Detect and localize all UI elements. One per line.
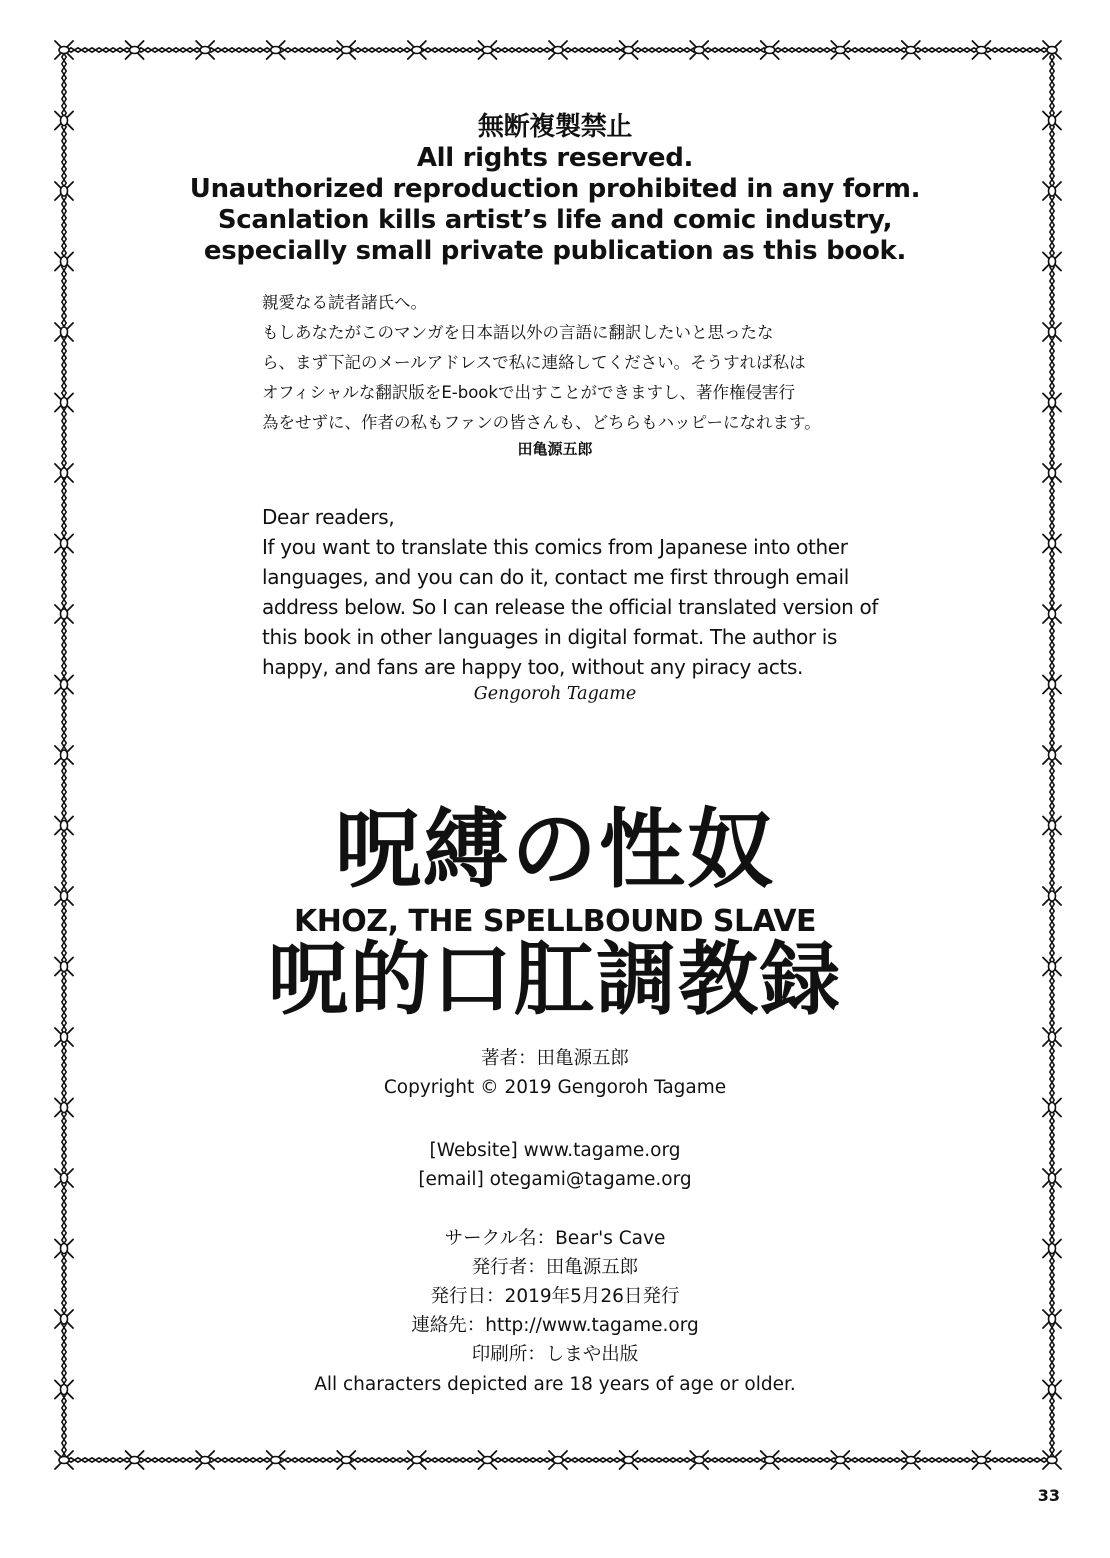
notice-line: Scanlation kills artist’s life and comic industry, — [217, 205, 893, 235]
website-link[interactable]: [Website] www.tagame.org — [429, 1140, 681, 1161]
barb — [761, 1451, 779, 1469]
age-notice: All characters depicted are 18 years of age or older. — [314, 1374, 796, 1395]
en-message-line: this book in other languages in digital format. The author is — [262, 625, 838, 649]
japanese-message — [262, 288, 862, 438]
barb — [761, 41, 779, 59]
barb — [831, 1451, 849, 1469]
jp-message-line: もしあなたがこのマンガを日本語以外の言語に翻訳したいと思ったな — [262, 323, 774, 342]
page-number: 33 — [1037, 1486, 1060, 1505]
barb — [902, 1451, 920, 1469]
english-message — [262, 502, 879, 682]
barb — [196, 1451, 214, 1469]
printer: 印刷所：しまや出版 — [471, 1344, 639, 1365]
jp-signature: 田亀源五郎 — [517, 440, 593, 458]
book-title-japanese: 呪縛の性奴 — [335, 800, 775, 900]
notice-line: especially small private publication as this book. — [203, 236, 907, 266]
credits — [0, 1044, 1110, 1102]
barb — [196, 41, 214, 59]
contact-url[interactable]: 連絡先：http://www.tagame.org — [411, 1315, 699, 1336]
jp-message-line: 為をせずに、作者の私もファンの皆さんも、どちらもハッピーになれます。 — [262, 413, 821, 432]
barb — [831, 41, 849, 59]
jp-message-line: 親愛なる読者諸氏へ。 — [262, 293, 427, 312]
copyright-notice — [0, 112, 1110, 267]
notice-line: All rights reserved. — [416, 143, 694, 173]
barb — [126, 41, 144, 59]
jp-message-line: ら、まず下記のメールアドレスで私に連絡してください。そうすれば私は — [262, 353, 806, 372]
barb — [972, 41, 990, 59]
author-credit: 著者：田亀源五郎 — [480, 1048, 629, 1069]
en-message-line: If you want to translate this comics from Japanese into other — [262, 535, 848, 559]
barb — [126, 1451, 144, 1469]
en-message-line: languages, and you can do it, contact me first through email — [262, 565, 849, 589]
en-message-line: happy, and fans are happy too, without any piracy acts. — [262, 655, 804, 679]
notice-line: 無断複製禁止 — [477, 112, 633, 142]
publication-date: 発行日：2019年5月26日発行 — [430, 1286, 680, 1307]
publication-info — [0, 1224, 1110, 1369]
copyright-line: Copyright © 2019 Gengoroh Tagame — [383, 1077, 727, 1098]
barb — [972, 1451, 990, 1469]
en-message-line: address below. So I can release the official translated version of — [262, 595, 879, 619]
contact-links — [0, 1136, 1110, 1194]
en-message-line: Dear readers, — [262, 505, 395, 529]
barb — [902, 41, 920, 59]
publisher: 発行者：田亀源五郎 — [471, 1257, 639, 1278]
book-subtitle-japanese: 呪的口肛調教録 — [268, 933, 842, 1026]
notice-line: Unauthorized reproduction prohibited in any form. — [189, 174, 921, 204]
barb — [55, 41, 73, 59]
jp-message-line: オフィシャルな翻訳版をE-bookで出すことができますし、著作権侵害行 — [262, 383, 795, 402]
circle-name: サークル名：Bear's Cave — [444, 1228, 666, 1249]
en-signature: Gengoroh Tagame — [473, 684, 637, 704]
book-title-english: KHOZ, THE SPELLBOUND SLAVE — [293, 904, 817, 939]
email-link[interactable]: [email] otegami@tagame.org — [418, 1169, 692, 1190]
barb — [1043, 41, 1061, 59]
